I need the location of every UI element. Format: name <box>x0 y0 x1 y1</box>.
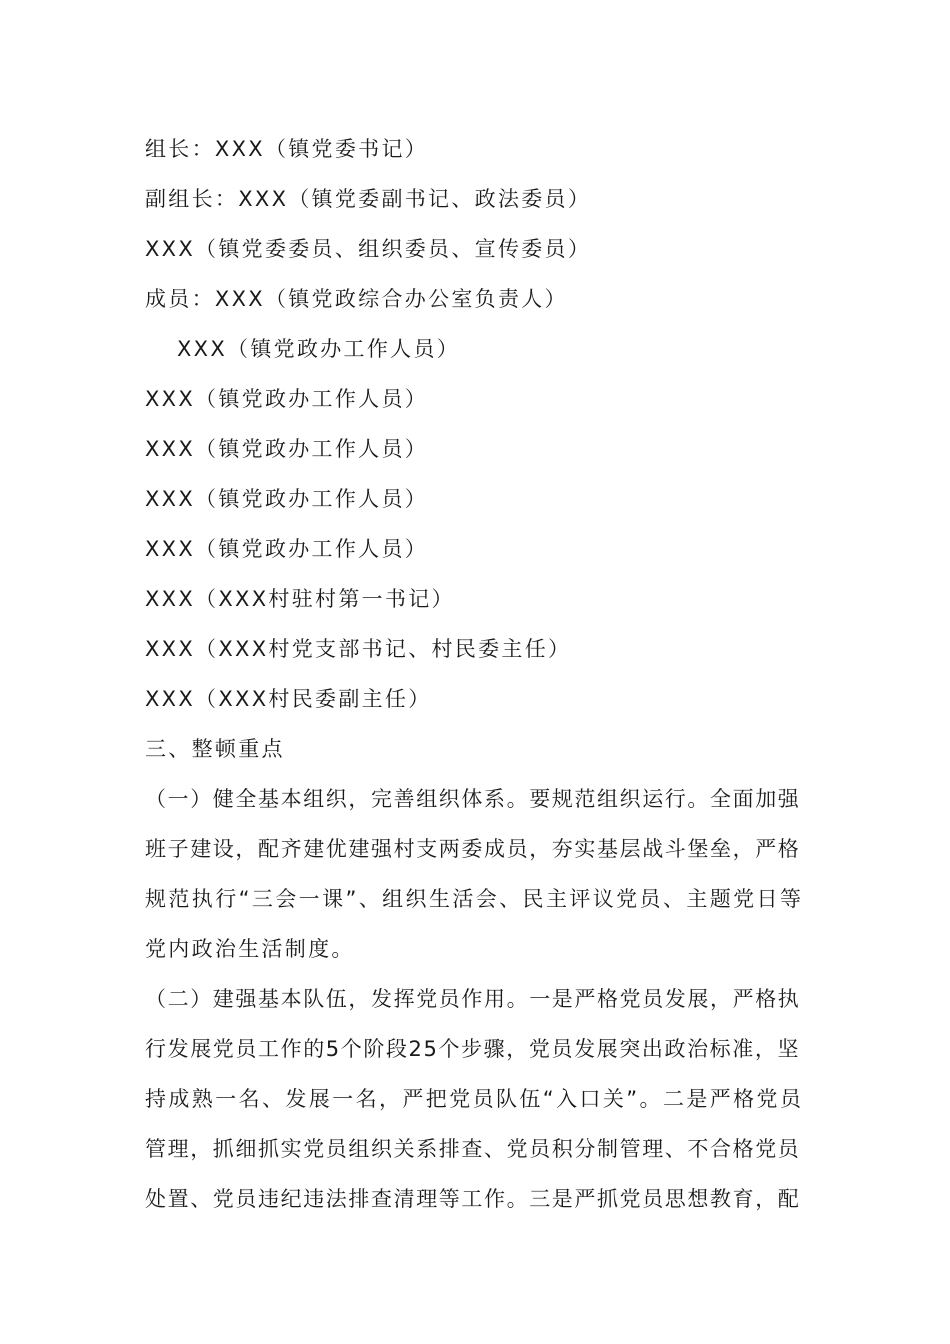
member-deputy-leader: 副组长：XXX（镇党委副书记、政法委员） <box>145 187 592 211</box>
paragraph-line: 持成熟一名、发展一名，严把党员队伍“入口关”。二是严格党员 <box>145 1087 804 1111</box>
member-village-secretary: XXX（XXX村驻村第一书记） <box>145 587 455 611</box>
paragraph-line: （二）建强基本队伍，发挥党员作用。一是严格党员发展，严格执 <box>145 987 801 1011</box>
paragraph-line: 班子建设，配齐建优建强村支两委成员，夯实基层战斗堡垒，严格 <box>145 837 801 861</box>
member-staff: XXX（镇党政办工作人员） <box>145 487 429 511</box>
paragraph-line: 规范执行“三会一课”、组织生活会、民主评议党员、主题党日等 <box>145 887 804 911</box>
paragraph-line: 行发展党员工作的5个阶段25个步骤，党员发展突出政治标准，坚 <box>145 1037 801 1061</box>
member-staff: XXX（镇党政办工作人员） <box>145 537 429 561</box>
paragraph-line: 处置、党员违纪违法排查清理等工作。三是严抓党员思想教育，配 <box>145 1187 801 1211</box>
paragraph-line: 党内政治生活制度。 <box>145 937 355 961</box>
paragraph-line: （一）健全基本组织，完善组织体系。要规范组织运行。全面加强 <box>145 787 801 811</box>
member-branch-secretary: XXX（XXX村党支部书记、村民委主任） <box>145 637 572 661</box>
member-staff: XXX（镇党政办工作人员） <box>145 387 429 411</box>
member-leader: 组长：XXX（镇党委书记） <box>145 137 429 161</box>
paragraph-line: 管理，抓细抓实党员组织关系排查、党员积分制管理、不合格党员 <box>145 1137 801 1161</box>
member-staff: XXX（镇党政办工作人员） <box>145 437 429 461</box>
section-heading: 三、整顿重点 <box>145 737 285 761</box>
member-deputy-leader-2: XXX（镇党委委员、组织委员、宣传委员） <box>145 237 592 261</box>
member-village-deputy: XXX（XXX村民委副主任） <box>145 687 432 711</box>
member-staff: XXX（镇党政办工作人员） <box>177 337 461 361</box>
member-staff-head: 成员：XXX（镇党政综合办公室负责人） <box>145 287 568 311</box>
